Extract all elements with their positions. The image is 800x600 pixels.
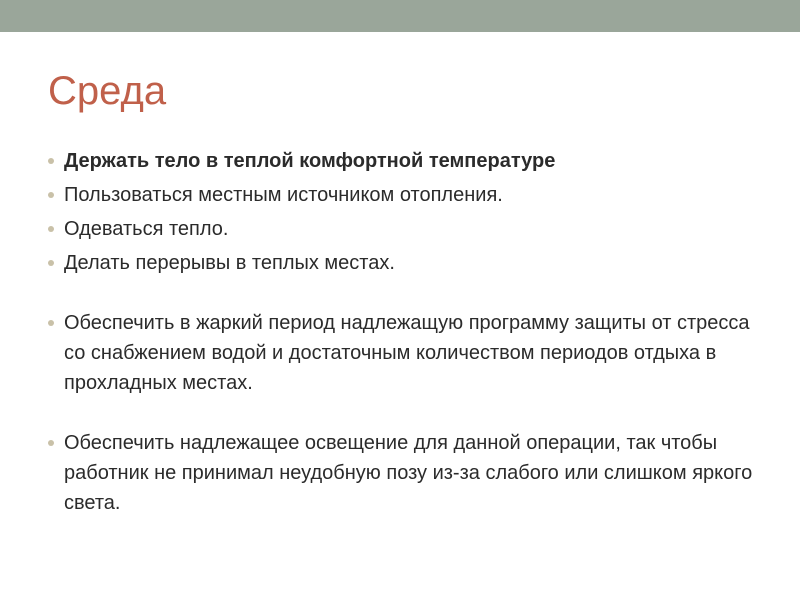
- bullet-marker: [48, 260, 54, 266]
- list-item: [48, 428, 768, 518]
- bullet-text: Обеспечить в жаркий период надлежащую программу защиты от стресса со снабжением водой и достаточным количеством периодов отдыха в прохладных местах.: [64, 312, 750, 394]
- bullet-text: Одеваться тепло.: [64, 218, 229, 240]
- top-bar: [0, 0, 800, 32]
- list-item: [48, 248, 768, 278]
- bullet-list: [48, 146, 768, 522]
- slide-title: Среда: [48, 69, 167, 113]
- bullet-marker: [48, 440, 54, 446]
- bullet-marker: [48, 192, 54, 198]
- bullet-text: Делать перерывы в теплых местах.: [64, 252, 395, 274]
- bullet-marker: [48, 158, 54, 164]
- bullet-marker: [48, 320, 54, 326]
- list-item: [48, 146, 768, 176]
- list-item: [48, 214, 768, 244]
- bullet-text: Обеспечить надлежащее освещение для данной операции, так чтобы работник не принимал неудобную позу из-за слабого или слишком яркого света.: [64, 432, 753, 514]
- bullet-text: Держать тело в теплой комфортной температуре: [64, 150, 556, 172]
- list-item: [48, 180, 768, 210]
- bullet-marker: [48, 226, 54, 232]
- bullet-text: Пользоваться местным источником отопления.: [64, 184, 503, 206]
- list-item: [48, 308, 768, 398]
